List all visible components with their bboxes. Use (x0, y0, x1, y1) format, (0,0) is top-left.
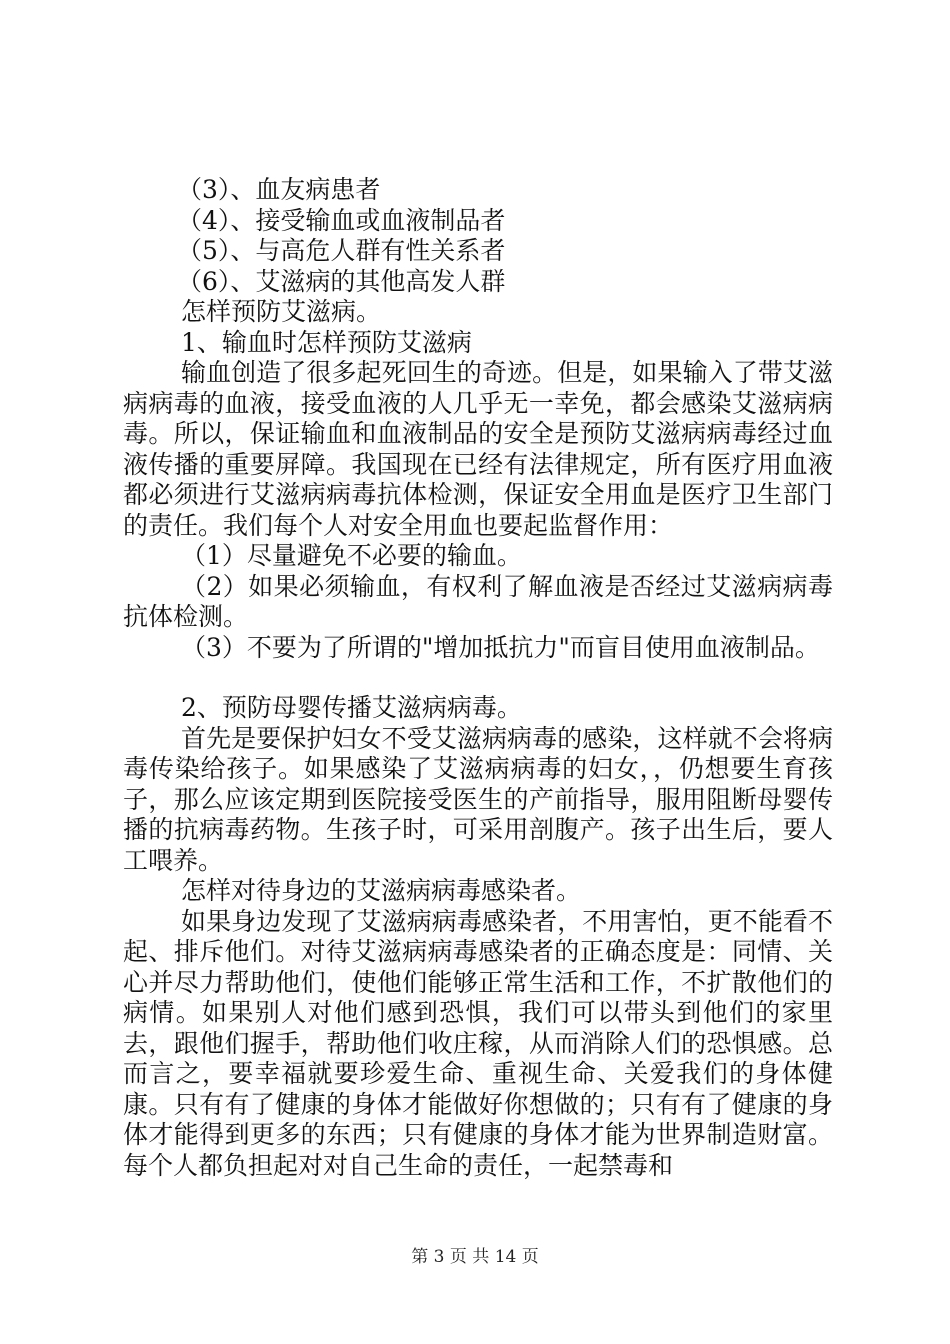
body-paragraph: 如果身边发现了艾滋病病毒感染者，不用害怕，更不能看不起、排斥他们。对待艾滋病病毒感染者的正确态度是：同情、关心并尽力帮助他们，使他们能够正常生活和工作，不扩散他们的病情。如果别人对他们感到恐惧，我们可以带头到他们的家里去，跟他们握手，帮助他们收庄稼，从而消除人们的恐惧感。总而言之，要幸福就要珍爱生命、重视生命、关爱我们的身体健康。只有有了健康的身体才能做好你想做的；只有有了健康的身体才能得到更多的东西；只有健康的身体才能为世界制造财富。每个人都负担起对对自己生命的责任，一起禁毒和 (123, 906, 833, 1180)
body-paragraph: 首先是要保护妇女不受艾滋病病毒的感染，这样就不会将病毒传染给孩子。如果感染了艾滋病病毒的妇女，，仍想要生育孩子，那么应该定期到医院接受医生的产前指导，服用阻断母婴传播的抗病毒药物。生孩子时，可采用剖腹产。孩子出生后，要人工喂养。 (123, 723, 833, 875)
document-body (123, 175, 833, 1181)
subsection-heading: 2、预防母婴传播艾滋病病毒。 (181, 693, 522, 722)
subsection-heading: 1、输血时怎样预防艾滋病 (181, 327, 472, 357)
list-item: （5）、与高危人群有性关系者 (177, 236, 506, 265)
list-item: （2）如果必须输血，有权利了解血液是否经过艾滋病病毒抗体检测。 (123, 571, 833, 631)
list-item: （6）、艾滋病的其他高发人群 (177, 266, 506, 296)
page-number: 第 3 页 共 14 页 (411, 1247, 539, 1267)
list-item: （3）、血友病患者 (177, 175, 381, 204)
paragraph-spacer (123, 663, 833, 693)
list-item: （4）、接受输血或血液制品者 (177, 205, 506, 235)
section-heading: 怎样对待身边的艾滋病病毒感染者。 (181, 876, 582, 905)
section-heading: 怎样预防艾滋病。 (181, 297, 382, 326)
list-item: （1）尽量避免不必要的输血。 (181, 541, 522, 570)
list-item: （3）不要为了所谓的"增加抵抗力"而盲目使用血液制品。 (181, 632, 820, 662)
body-paragraph: 输血创造了很多起死回生的奇迹。但是，如果输入了带艾滋病病毒的血液，接受血液的人几乎无一幸免，都会感染艾滋病病毒。所以，保证输血和血液制品的安全是预防艾滋病病毒经过血液传播的重要屏障。我国现在已经有法律规定，所有医疗用血液都必须进行艾滋病病毒抗体检测，保证安全用血是医疗卫生部门的责任。我们每个人对安全用血也要起监督作用： (123, 358, 833, 540)
